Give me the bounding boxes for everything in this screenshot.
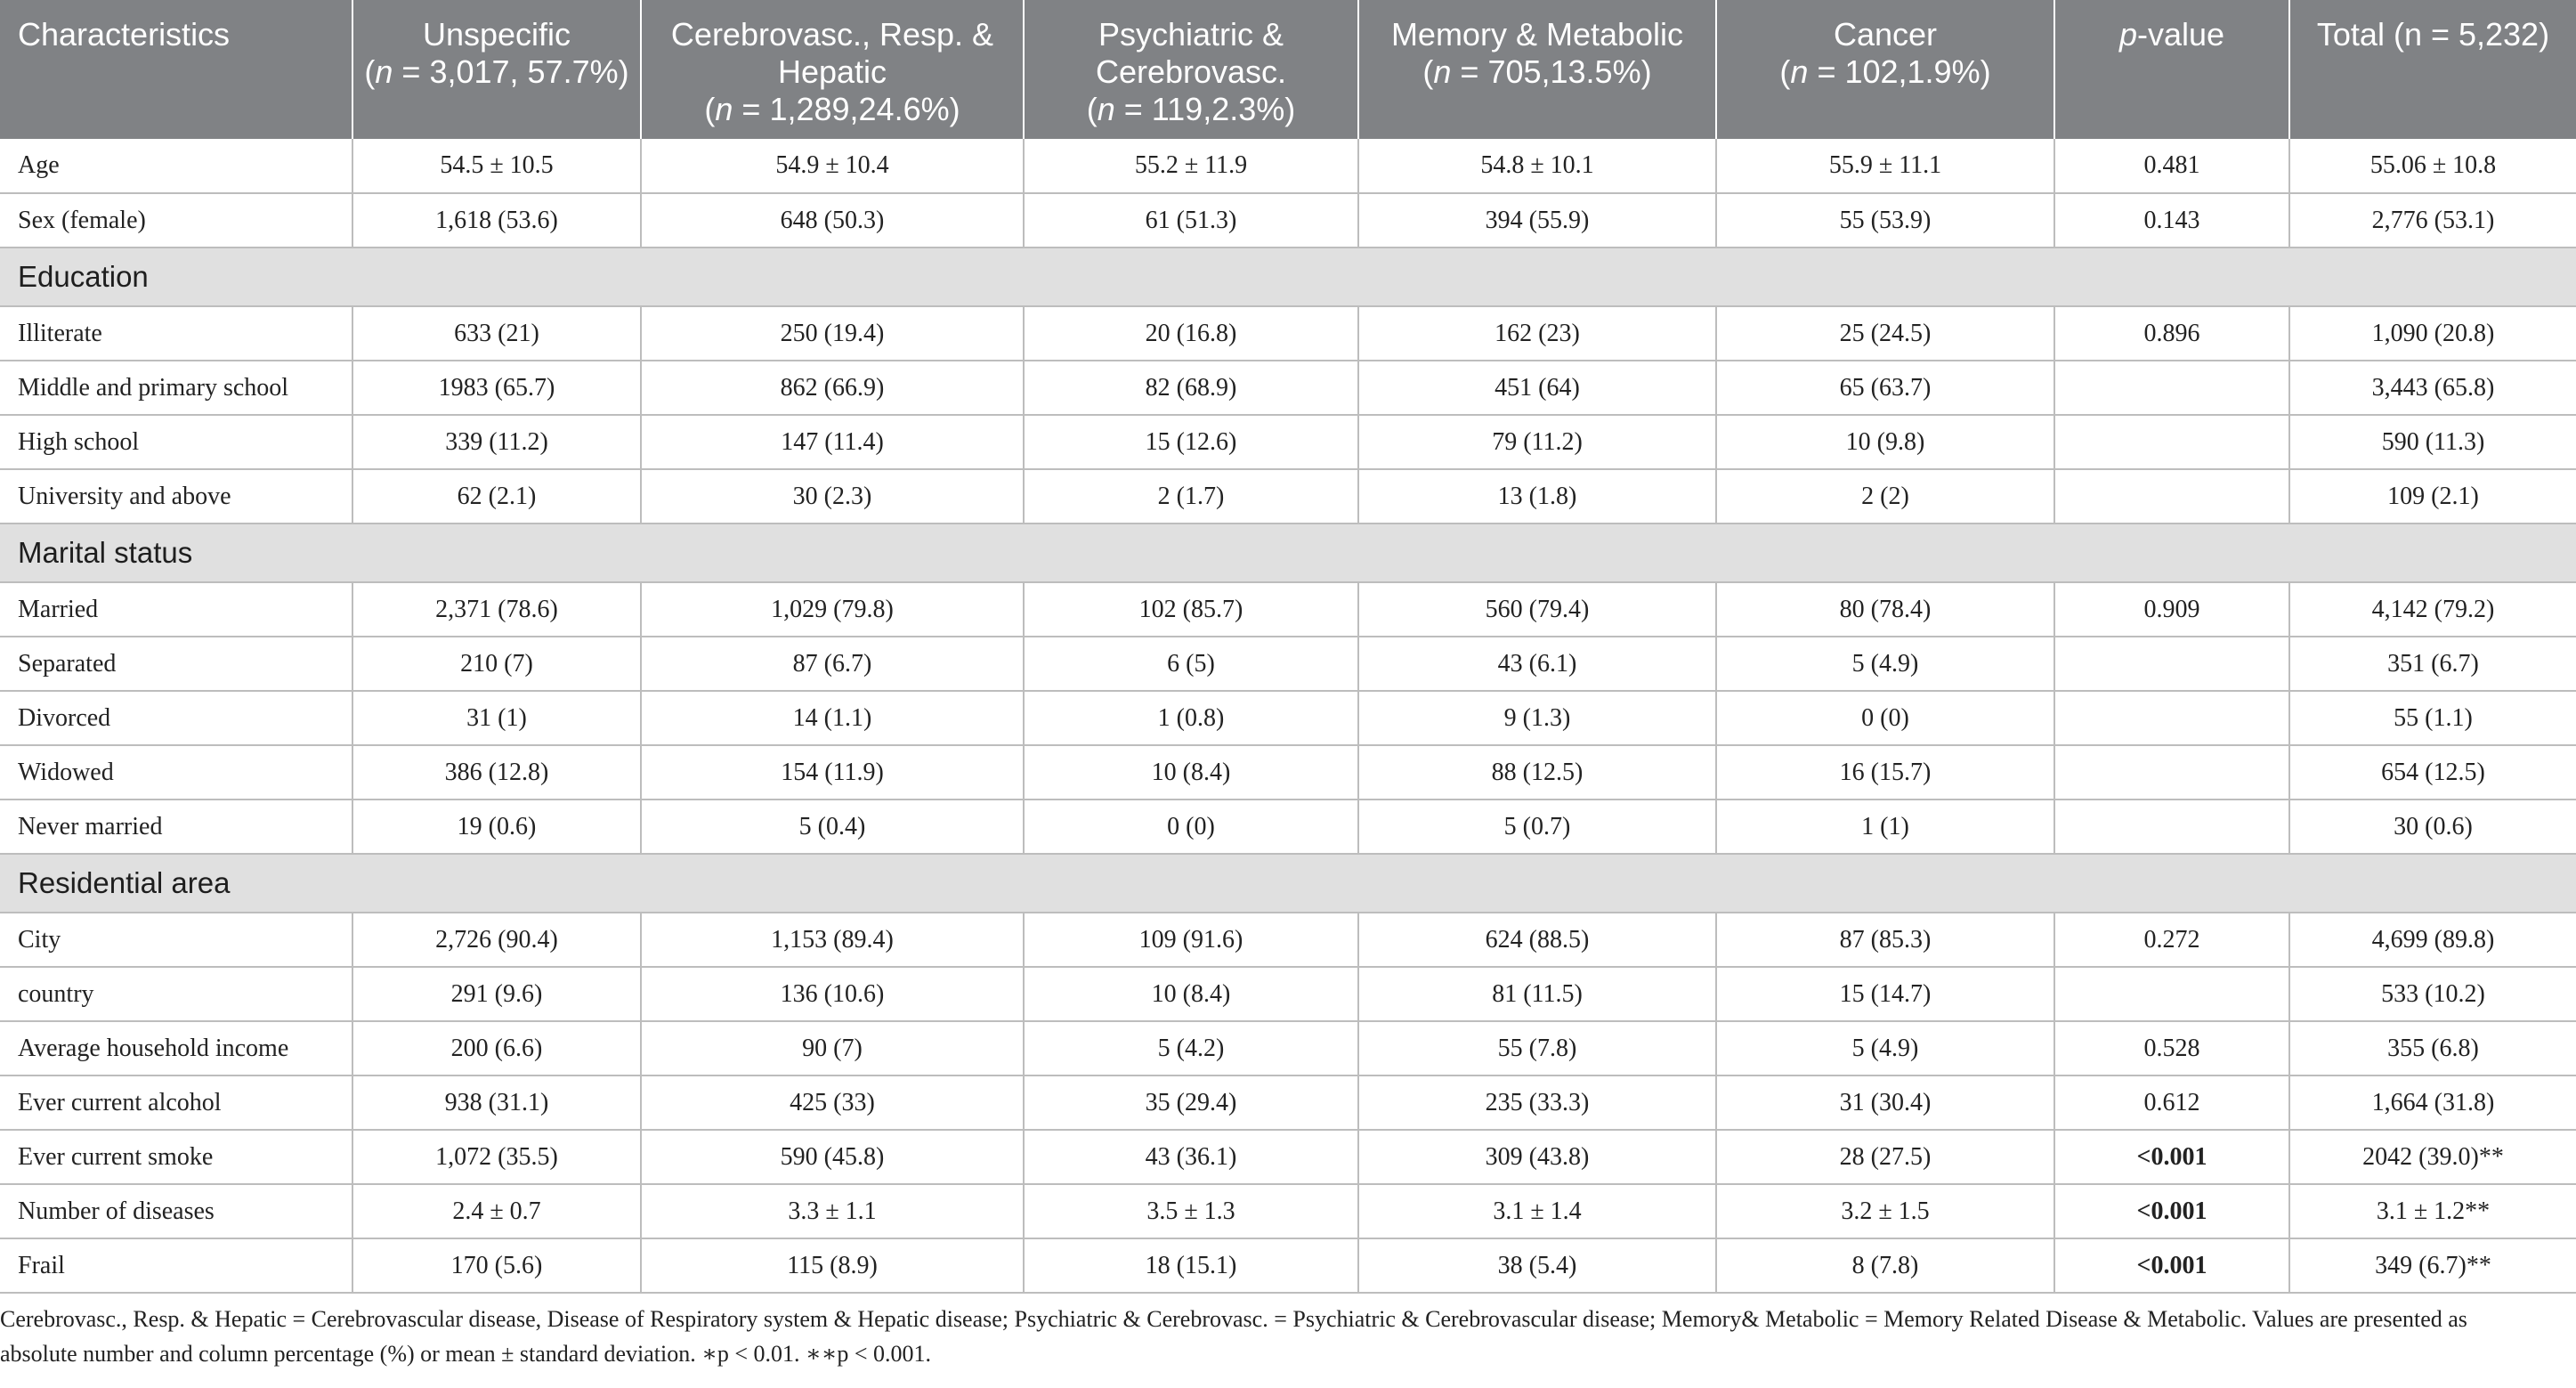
cell-pvalue [2054,361,2289,415]
cell-pvalue [2054,800,2289,854]
header-pvalue-rest: -value [2136,16,2225,53]
cell-cerebrovasc: 1,029 (79.8) [641,582,1024,637]
section-row-marital [0,524,2576,582]
section-row-residential [0,854,2576,913]
row-label: Ever current alcohol [0,1075,352,1130]
cell-cancer: 55.9 ± 11.1 [1716,139,2054,193]
cell-total: 55.06 ± 10.8 [2289,139,2576,193]
cell-pvalue [2054,469,2289,524]
cell-total: 590 (11.3) [2289,415,2576,469]
cell-psychiatric: 61 (51.3) [1024,193,1358,248]
row-label: University and above [0,469,352,524]
cell-total: 1,090 (20.8) [2289,306,2576,361]
header-unspecific: Unspecific (n = 3,017, 57.7%) [352,0,641,139]
header-pvalue-p: p [2118,16,2137,53]
cell-cerebrovasc: 136 (10.6) [641,967,1024,1021]
table-row [0,582,2576,637]
header-pc-name: Psychiatric & Cerebrovasc. [1095,16,1287,90]
cell-unspecific: 386 (12.8) [352,745,641,800]
cell-psychiatric: 18 (15.1) [1024,1238,1358,1293]
cell-cancer: 31 (30.4) [1716,1075,2054,1130]
cell-pvalue: <0.001 [2054,1184,2289,1238]
row-label: Separated [0,637,352,691]
section-row-education [0,248,2576,306]
cell-cancer: 5 (4.9) [1716,637,2054,691]
cell-unspecific: 31 (1) [352,691,641,745]
table-row [0,1238,2576,1293]
cell-pvalue [2054,415,2289,469]
row-label: Number of diseases [0,1184,352,1238]
cell-cancer: 80 (78.4) [1716,582,2054,637]
cell-cerebrovasc: 87 (6.7) [641,637,1024,691]
cell-cerebrovasc: 590 (45.8) [641,1130,1024,1184]
table-row [0,1130,2576,1184]
cell-unspecific: 2,371 (78.6) [352,582,641,637]
row-label: Middle and primary school [0,361,352,415]
cell-memory: 624 (88.5) [1358,913,1716,967]
cell-total: 351 (6.7) [2289,637,2576,691]
table-row [0,1184,2576,1238]
cell-cerebrovasc: 30 (2.3) [641,469,1024,524]
cell-total: 3.1 ± 1.2** [2289,1184,2576,1238]
cell-unspecific: 1983 (65.7) [352,361,641,415]
cell-memory: 394 (55.9) [1358,193,1716,248]
cell-pvalue: 0.528 [2054,1021,2289,1075]
cell-memory: 5 (0.7) [1358,800,1716,854]
cell-cancer: 1 (1) [1716,800,2054,854]
header-row [0,0,2576,139]
cell-cancer: 55 (53.9) [1716,193,2054,248]
cell-memory: 88 (12.5) [1358,745,1716,800]
cell-memory: 309 (43.8) [1358,1130,1716,1184]
cell-memory: 79 (11.2) [1358,415,1716,469]
cell-memory: 55 (7.8) [1358,1021,1716,1075]
cell-cancer: 65 (63.7) [1716,361,2054,415]
cell-pvalue [2054,745,2289,800]
cell-psychiatric: 102 (85.7) [1024,582,1358,637]
table-row [0,800,2576,854]
cell-pvalue [2054,691,2289,745]
cell-cerebrovasc: 1,153 (89.4) [641,913,1024,967]
header-cancer: Cancer (n = 102,1.9%) [1716,0,2054,139]
cell-memory: 235 (33.3) [1358,1075,1716,1130]
cell-unspecific: 200 (6.6) [352,1021,641,1075]
header-mm-count: = 705,13.5%) [1451,53,1652,90]
cell-pvalue: 0.272 [2054,913,2289,967]
cell-total: 1,664 (31.8) [2289,1075,2576,1130]
cell-cerebrovasc: 5 (0.4) [641,800,1024,854]
header-pvalue [2054,0,2289,139]
row-label: Married [0,582,352,637]
cell-memory: 13 (1.8) [1358,469,1716,524]
section-heading: Education [0,248,2576,306]
cell-pvalue: 0.896 [2054,306,2289,361]
cell-psychiatric: 82 (68.9) [1024,361,1358,415]
cell-cancer: 2 (2) [1716,469,2054,524]
cell-pvalue [2054,967,2289,1021]
cell-total: 4,142 (79.2) [2289,582,2576,637]
table-row [0,637,2576,691]
cell-memory: 38 (5.4) [1358,1238,1716,1293]
row-label: Age [0,139,352,193]
cell-unspecific: 1,072 (35.5) [352,1130,641,1184]
cell-psychiatric: 35 (29.4) [1024,1075,1358,1130]
cell-total: 349 (6.7)** [2289,1238,2576,1293]
cell-pvalue: 0.143 [2054,193,2289,248]
cell-psychiatric: 1 (0.8) [1024,691,1358,745]
header-crh-count: = 1,289,24.6%) [733,91,960,127]
header-cancer-n: n [1790,53,1809,90]
cell-psychiatric: 10 (8.4) [1024,745,1358,800]
table-row [0,1075,2576,1130]
table-row [0,306,2576,361]
header-unspecific-n: n [375,53,393,90]
cell-memory: 560 (79.4) [1358,582,1716,637]
header-cerebrovasc-resp-hepatic: Cerebrovasc., Resp. & Hepatic (n = 1,289,24.6%) [641,0,1024,139]
header-mm-name: Memory & Metabolic [1390,16,1684,53]
cell-memory: 451 (64) [1358,361,1716,415]
cell-unspecific: 62 (2.1) [352,469,641,524]
cell-pvalue: <0.001 [2054,1238,2289,1293]
row-label: Sex (female) [0,193,352,248]
cell-psychiatric: 10 (8.4) [1024,967,1358,1021]
cell-memory: 162 (23) [1358,306,1716,361]
cell-unspecific: 938 (31.1) [352,1075,641,1130]
cell-pvalue: <0.001 [2054,1130,2289,1184]
row-label: Widowed [0,745,352,800]
cell-unspecific: 339 (11.2) [352,415,641,469]
header-psychiatric-cerebrovasc: Psychiatric & Cerebrovasc. (n = 119,2.3%) [1024,0,1358,139]
cell-cancer: 3.2 ± 1.5 [1716,1184,2054,1238]
row-label: country [0,967,352,1021]
cell-cerebrovasc: 115 (8.9) [641,1238,1024,1293]
cell-cancer: 25 (24.5) [1716,306,2054,361]
cell-cerebrovasc: 862 (66.9) [641,361,1024,415]
cell-memory: 43 (6.1) [1358,637,1716,691]
cell-psychiatric: 0 (0) [1024,800,1358,854]
row-label: High school [0,415,352,469]
cell-psychiatric: 43 (36.1) [1024,1130,1358,1184]
header-characteristics: Characteristics [0,0,352,139]
cell-cerebrovasc: 54.9 ± 10.4 [641,139,1024,193]
cell-psychiatric: 15 (12.6) [1024,415,1358,469]
row-label: Frail [0,1238,352,1293]
header-total: Total (n = 5,232) [2289,0,2576,139]
table-row [0,1021,2576,1075]
cell-psychiatric: 2 (1.7) [1024,469,1358,524]
row-label: Illiterate [0,306,352,361]
cell-pvalue: 0.909 [2054,582,2289,637]
cell-unspecific: 2.4 ± 0.7 [352,1184,641,1238]
row-label: Average household income [0,1021,352,1075]
cell-total: 355 (6.8) [2289,1021,2576,1075]
cell-cancer: 0 (0) [1716,691,2054,745]
cell-psychiatric: 3.5 ± 1.3 [1024,1184,1358,1238]
cell-total: 55 (1.1) [2289,691,2576,745]
cell-psychiatric: 6 (5) [1024,637,1358,691]
cell-total: 3,443 (65.8) [2289,361,2576,415]
cell-cancer: 10 (9.8) [1716,415,2054,469]
cell-cerebrovasc: 154 (11.9) [641,745,1024,800]
cell-total: 654 (12.5) [2289,745,2576,800]
section-heading: Marital status [0,524,2576,582]
table-footnote [0,1302,2576,1371]
table-row [0,139,2576,193]
cell-memory: 54.8 ± 10.1 [1358,139,1716,193]
cell-cancer: 28 (27.5) [1716,1130,2054,1184]
cell-total: 109 (2.1) [2289,469,2576,524]
cell-pvalue [2054,637,2289,691]
cell-psychiatric: 109 (91.6) [1024,913,1358,967]
footnote-line-1: Cerebrovasc., Resp. & Hepatic = Cerebrovascular disease, Disease of Respiratory system & Hepatic disease; Psychiatric & Cerebrovasc. = Psychiatric & Cerebrovascular disease; Memory& Metabolic = Memory Related Disease & Metabolic. Values are presented as [0,1306,2467,1332]
cell-cerebrovasc: 425 (33) [641,1075,1024,1130]
header-crh-name: Cerebrovasc., Resp. & Hepatic [670,16,994,90]
cell-memory: 3.1 ± 1.4 [1358,1184,1716,1238]
table-row [0,913,2576,967]
cell-cerebrovasc: 648 (50.3) [641,193,1024,248]
table-row [0,361,2576,415]
cell-unspecific: 633 (21) [352,306,641,361]
cell-cerebrovasc: 147 (11.4) [641,415,1024,469]
header-cancer-count: = 102,1.9%) [1808,53,1991,90]
cell-unspecific: 210 (7) [352,637,641,691]
row-label: Divorced [0,691,352,745]
cell-cancer: 5 (4.9) [1716,1021,2054,1075]
cell-pvalue: 0.481 [2054,139,2289,193]
cell-pvalue: 0.612 [2054,1075,2289,1130]
cell-psychiatric: 20 (16.8) [1024,306,1358,361]
cell-unspecific: 170 (5.6) [352,1238,641,1293]
section-heading: Residential area [0,854,2576,913]
cell-unspecific: 2,726 (90.4) [352,913,641,967]
cell-cancer: 8 (7.8) [1716,1238,2054,1293]
cell-cerebrovasc: 250 (19.4) [641,306,1024,361]
table-row [0,469,2576,524]
cell-unspecific: 19 (0.6) [352,800,641,854]
cell-cerebrovasc: 14 (1.1) [641,691,1024,745]
cell-unspecific: 291 (9.6) [352,967,641,1021]
row-label: Never married [0,800,352,854]
table-row [0,745,2576,800]
header-unspecific-count: = 3,017, 57.7%) [393,53,629,90]
cell-total: 2,776 (53.1) [2289,193,2576,248]
cell-total: 2042 (39.0)** [2289,1130,2576,1184]
cell-psychiatric: 55.2 ± 11.9 [1024,139,1358,193]
header-cancer-name: Cancer [1833,16,1938,53]
cell-unspecific: 1,618 (53.6) [352,193,641,248]
table-row [0,967,2576,1021]
cell-psychiatric: 5 (4.2) [1024,1021,1358,1075]
table-row [0,691,2576,745]
cell-cancer: 16 (15.7) [1716,745,2054,800]
header-mm-n: n [1433,53,1452,90]
table-row [0,415,2576,469]
cell-memory: 81 (11.5) [1358,967,1716,1021]
header-unspecific-name: Unspecific [422,16,571,53]
row-label: City [0,913,352,967]
table-row [0,193,2576,248]
header-pc-count: = 119,2.3%) [1114,91,1296,127]
header-crh-n: n [715,91,733,127]
header-pc-n: n [1097,91,1115,127]
cell-cancer: 15 (14.7) [1716,967,2054,1021]
cell-cerebrovasc: 90 (7) [641,1021,1024,1075]
row-label: Ever current smoke [0,1130,352,1184]
cell-cerebrovasc: 3.3 ± 1.1 [641,1184,1024,1238]
footnote-line-2: absolute number and column percentage (%) or mean ± standard deviation. ∗p < 0.01. ∗∗p < 0.001. [0,1341,932,1367]
cell-total: 533 (10.2) [2289,967,2576,1021]
cell-total: 4,699 (89.8) [2289,913,2576,967]
cell-cancer: 87 (85.3) [1716,913,2054,967]
cell-memory: 9 (1.3) [1358,691,1716,745]
header-memory-metabolic: Memory & Metabolic (n = 705,13.5%) [1358,0,1716,139]
cell-unspecific: 54.5 ± 10.5 [352,139,641,193]
cell-total: 30 (0.6) [2289,800,2576,854]
